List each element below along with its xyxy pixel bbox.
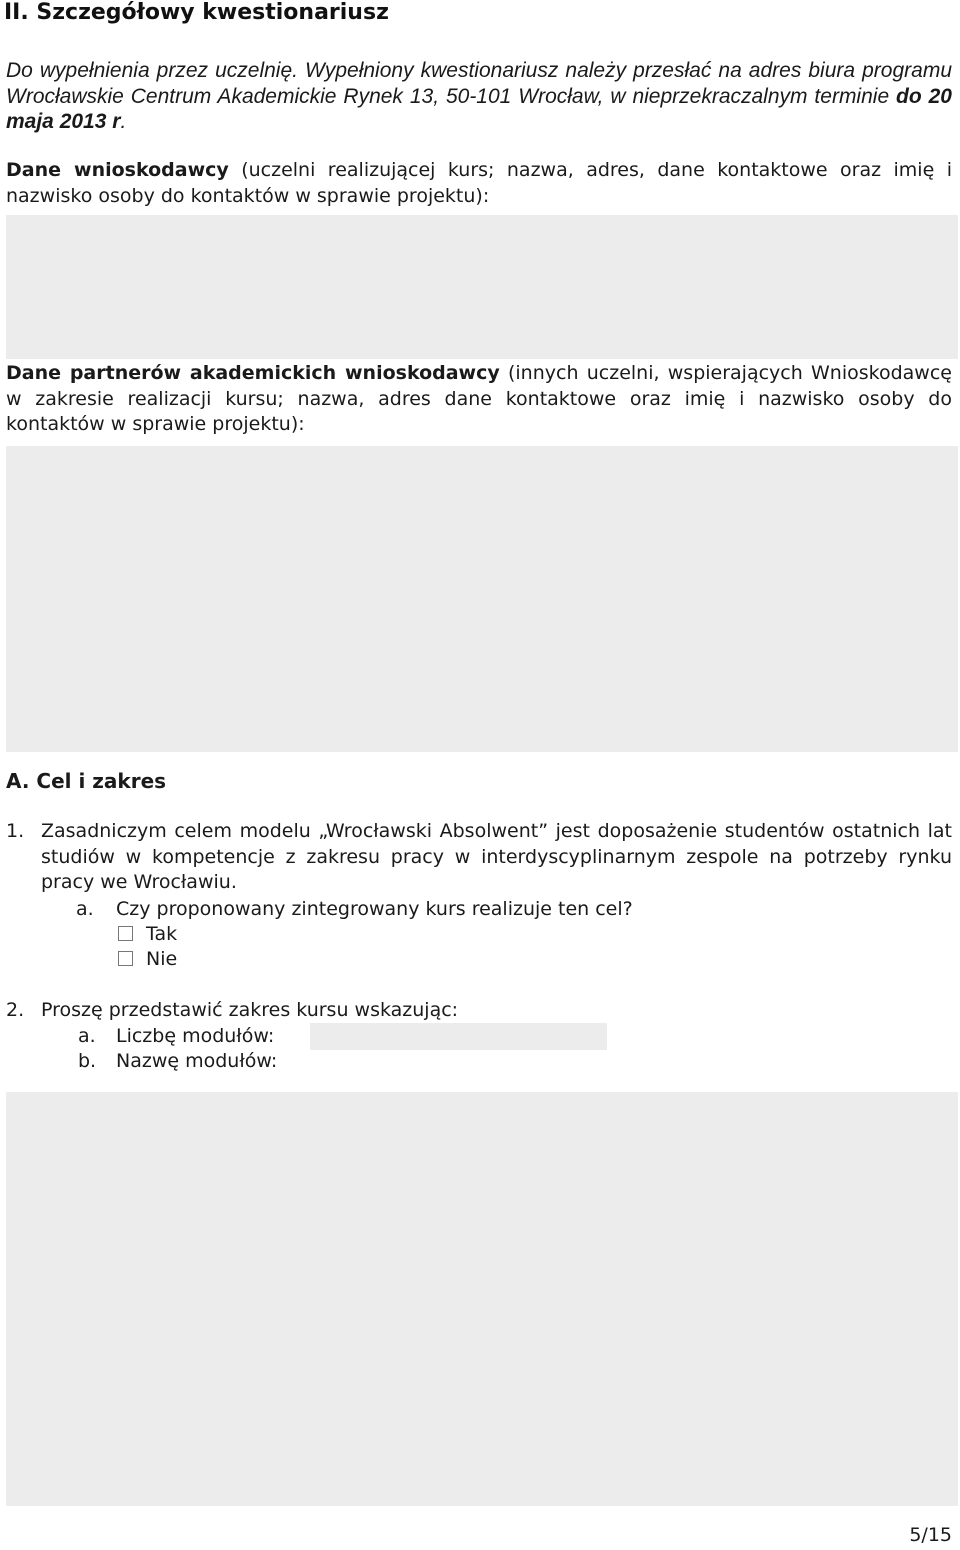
intro-paragraph [6, 58, 952, 135]
intro-deadline: do 20 maja 2013 r [6, 84, 952, 133]
item1 [6, 819, 952, 896]
option-no-label: Nie [146, 948, 178, 970]
applicant-data-field[interactable] [6, 215, 958, 359]
item1-number: 1. [6, 820, 25, 842]
item1-question-text: Czy proponowany zintegrowany kurs realizuje ten cel? [116, 898, 633, 920]
intro-end: . [120, 110, 127, 133]
partners-data-field[interactable] [6, 446, 958, 752]
partners-label [6, 361, 952, 438]
applicant-label [6, 158, 952, 209]
item2 [6, 998, 458, 1024]
module-names-field[interactable] [6, 1092, 958, 1506]
item1-question [76, 897, 633, 923]
module-count-field[interactable] [310, 1023, 607, 1050]
intro-text: Do wypełnienia przez uczelnię. Wypełniony kwestionariusz należy przesłać na adres biura programu Wrocławskie Centrum Akademickie Rynek 13, 50-101 Wrocław, w nieprzekraczalnym terminie [6, 59, 952, 108]
checkbox-no-icon[interactable] [118, 951, 133, 966]
section-a-heading: A. Cel i zakres [6, 769, 167, 793]
sub-a-text: Liczbę modułów: [116, 1025, 275, 1047]
partners-label-rest: (innych uczelni, wspierających Wnioskodawcę w zakresie realizacji kursu; nazwa, adres dane kontaktowe oraz imię i nazwisko osoby do kontaktów w sprawie projektu): [6, 362, 952, 435]
checkbox-yes-icon[interactable] [118, 926, 133, 941]
sub-b-label: b. [78, 1050, 97, 1072]
sub-b-text: Nazwę modułów: [116, 1050, 278, 1072]
option-yes-label: Tak [146, 923, 178, 945]
applicant-label-bold: Dane wnioskodawcy [6, 159, 229, 181]
option-no[interactable] [118, 947, 177, 973]
section-title: II. Szczegółowy kwestionariusz [4, 0, 389, 25]
item2-sub-a [78, 1024, 274, 1050]
partners-label-bold: Dane partnerów akademickich wnioskodawcy [6, 362, 500, 384]
option-yes[interactable] [118, 922, 177, 948]
page-number: 5/15 [909, 1524, 952, 1546]
item1-question-label: a. [76, 898, 94, 920]
item2-text: Proszę przedstawić zakres kursu wskazując: [41, 999, 459, 1021]
item2-sub-b [78, 1049, 277, 1075]
applicant-label-rest: (uczelni realizującej kurs; nazwa, adres, dane kontaktowe oraz imię i nazwisko osoby do kontaktów w sprawie projektu): [6, 159, 952, 207]
sub-a-label: a. [78, 1025, 96, 1047]
item2-number: 2. [6, 999, 25, 1021]
item1-text: Zasadniczym celem modelu „Wrocławski Absolwent” jest doposażenie studentów ostatnich lat studiów w kompetencje z zakresu pracy w interdyscyplinarnym zespole na potrzeby rynku pracy we Wrocławiu. [41, 820, 952, 893]
